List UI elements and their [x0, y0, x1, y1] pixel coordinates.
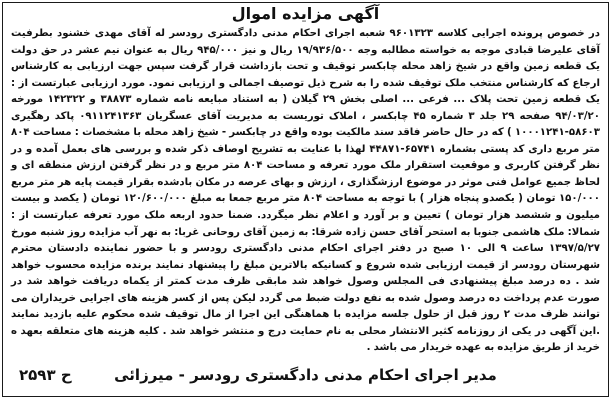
notice-footer	[11, 363, 600, 387]
auction-notice	[2, 2, 609, 397]
notice-code: ح ۲۵۹۳	[19, 366, 72, 384]
notice-signer: مدیر اجرای احکام مدنی دادگستری رودسر - میرزائی	[114, 366, 497, 384]
notice-body: در خصوص پرونده اجرایی کلاسه ۹۶۰۱۳۲۳ شعبه اجرای احکام مدنی دادگستری رودسر له آقای مهدی خشنود بطرفیت آقای علیرضا قبادی موجه به خواسته مطالبه وجه ۱۹/۹۳۶/۵۰۰ ریال و نیز ۹۴۵/۰۰۰ ریال به عنوان نیم عشر در حق دولت یک قطعه زمین واقع در شیخ زاهد محله چابکسر توقیف و تحت بازداشت قرار گرفت سپس جهت ارزیابی به کارشناس ارجاع که کارشناس منتخب ملک توقیف شده را به شرح ذیل توصیف اجمالی و ارزیابی نمود. مورد ارزیابی عبارتست از : یک قطعه زمین تحت پلاک ... فرعی ... اصلی بخش ۲۹ گیلان ( به استناد مبایعه نامه شماره ۳۸۸۷۳ و ۱۴۲۳۲۲ مورخه ۹۴/۰۳/۲۰ صفحه ۲۹ جلد ۳ شماره ۴۵ چابکسر ، املاک توریست به مدیریت آقای عسگریان ۰۹۱۱۲۴۱۳۶۳ پاکد رهگیری ۵۸۶۰۳-۱۰۰۰۱۲۴۱ ) که در حال حاضر فاقد سند مالکیت بوده واقع در چابکسر - شیخ زاهد محله با مشخصات : مساحت ۸۰۴ متر مربع داری کد پستی بشماره ۶۵۷۴۱-۴۴۸۷۱ لهذا با عنایت به تشریح اوصاف ذکر شده و بررسی های بعمل آمده و در نظر گرفتن کاربری و موقعیت استقرار ملک مورد تعرفه و مساحت ۸۰۴ متر مربع و در نظر گرفتن ارزش منطقه ای و لحاظ جمیع عوامل فنی موثر در موضوع ارزشگذاری ، ارزش و بهای عرصه در مکان بادشده بقرار قیمت پایه هر متر مربع ۱۵۰/۰۰۰ تومان ( یکصدو پنجاه هزار ) با توجه به مساحت ۸۰۴ متر مربع جمعا به مبلغ ۱۲۰/۶۰۰/۰۰۰ تومان ( یکصد و بیست میلیون و ششصد هزار تومان ) تعیین و بر آورد و اعلام نظر میگردد. ضمنا حدود اربعه ملک مورد تعرفه عبارتست از : شمالا: ملک هاشمی جنوبا به استحر آقای حسن زاده شرقا: به زمین آقای روحانی غربا: به نهر آب مزایده روز شنبه مورخ ۱۳۹۷/۵/۲۷ ساعت ۹ الی ۱۰ صبح در دفتر اجرای احکام مدنی دادگستری رودسر و با حضور نماینده دادستان محترم شهرستان رودسر از قیمت ارزیابی شده شروع و کسانیکه بالاترین مبلغ را پیشنهاد نمایند برنده مزایده محسوب خواهد شد . ده درصد مبلغ پیشنهادی فی المجلس وصول خواهد شد مابقی ظرف مدت کمتر از یکماه دریافت خواهد شد در صورت عدم پرداخت ده درصد وصول شده به نفع دولت ضبط می گردد لیکن پس از کسر هزینه های اجرایی خریداران می توانند ظرف مدت ۲ روز قبل از حلول جلسه مزایده با هماهنگی این اجرا از مال توقیف شده محکوم علیه بازدید نمایند .این آگهی در یکی از روزنامه کثیر الانتشار محلی به نام حمایت درج و منتشر خواهد شد . کلیه هزینه های متعلقه بعهد ه خرید از طریق مزایده به عهده خریدار می باشد .	[11, 28, 601, 354]
notice-title: آگهی مزایده اموال	[231, 4, 380, 23]
